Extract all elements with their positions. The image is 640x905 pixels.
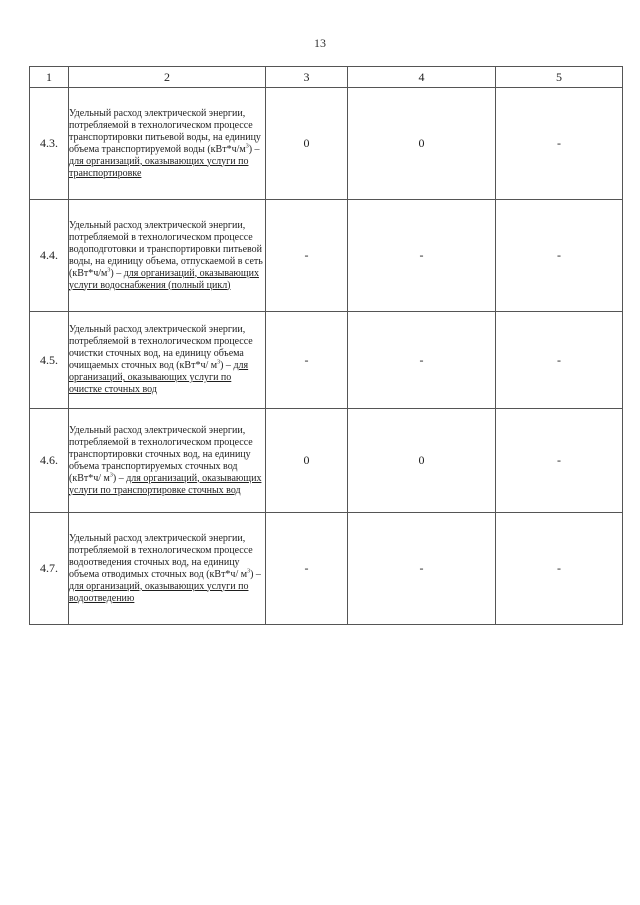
table-row (30, 409, 623, 513)
description-connector: ) – (248, 143, 260, 155)
value-col4: 0 (348, 409, 496, 513)
table-row (30, 312, 623, 409)
description-underlined: для организаций, оказывающих услуги по очистке сточных вод (69, 360, 249, 395)
value-col5: - (496, 88, 623, 200)
table-row (30, 513, 623, 625)
value-col5: - (496, 200, 623, 312)
description-text: Удельный расход электрической энергии, потребляемой в технологическом процессе очистки сточных вод, на единицу объема очищаемых сточных вод (кВт*ч/ м (69, 324, 253, 371)
description-connector: ) – (220, 360, 234, 371)
superscript: 3 (107, 267, 111, 274)
value-col4: - (348, 513, 496, 625)
row-description (69, 88, 266, 200)
column-header: 3 (266, 67, 348, 88)
row-description (69, 312, 266, 409)
row-number: 4.7. (30, 513, 69, 625)
value-col3: - (266, 200, 348, 312)
page-number: 13 (314, 36, 326, 50)
column-header: 2 (69, 67, 266, 88)
superscript: 3 (109, 472, 113, 479)
superscript: 3 (217, 359, 221, 366)
row-number: 4.6. (30, 409, 69, 513)
description-underlined: для организаций, оказывающих услуги водоснабжения (полный цикл) (69, 267, 259, 291)
row-description (69, 200, 266, 312)
superscript: 3 (247, 568, 251, 575)
table-row (30, 88, 623, 200)
description-connector: ) – (112, 472, 127, 484)
value-col3: 0 (266, 409, 348, 513)
description-underlined: для организаций, оказывающих услуги по транспортировке (69, 155, 249, 179)
description-text: Удельный расход электрической энергии, потребляемой в технологическом процессе водоотведения сточных вод, на единицу объема отводимых сточных вод (кВт*ч/ м (69, 532, 253, 580)
description-text: Удельный расход электрической энергии, потребляемой в технологическом процессе водоподготовки и транспортировки питьевой воды, на единицу объема, отпускаемой в сеть (кВт*ч/м (69, 219, 263, 279)
description-underlined: для организаций, оказывающих услуги по водоотведению (69, 580, 249, 604)
description-connector: ) – (250, 568, 261, 580)
row-number: 4.3. (30, 88, 69, 200)
value-col4: - (348, 312, 496, 409)
row-number: 4.5. (30, 312, 69, 409)
value-col4: 0 (348, 88, 496, 200)
value-col5: - (496, 409, 623, 513)
column-header: 5 (496, 67, 623, 88)
row-number: 4.4. (30, 200, 69, 312)
description-text: Удельный расход электрической энергии, потребляемой в технологическом процессе транспортировки питьевой воды, на единицу объема транспортируемой воды (кВт*ч/м (69, 107, 261, 155)
row-description (69, 409, 266, 513)
description-underlined: для организаций, оказывающих услуги по транспортировке сточных вод (69, 472, 262, 496)
superscript: 3 (245, 143, 249, 150)
value-col3: - (266, 513, 348, 625)
column-header: 4 (348, 67, 496, 88)
value-col3: 0 (266, 88, 348, 200)
value-col4: - (348, 200, 496, 312)
description-connector: ) – (110, 267, 124, 279)
value-col5: - (496, 513, 623, 625)
value-col5: - (496, 312, 623, 409)
column-header: 1 (30, 67, 69, 88)
row-description (69, 513, 266, 625)
value-col3: - (266, 312, 348, 409)
description-text: Удельный расход электрической энергии, потребляемой в технологическом процессе транспортировки сточных вод, на единицу объема транспортируемых сточных вод (кВт*ч/ м (69, 424, 253, 484)
table-row (30, 200, 623, 312)
table-header-row (30, 67, 623, 88)
indicator-table (29, 66, 623, 625)
